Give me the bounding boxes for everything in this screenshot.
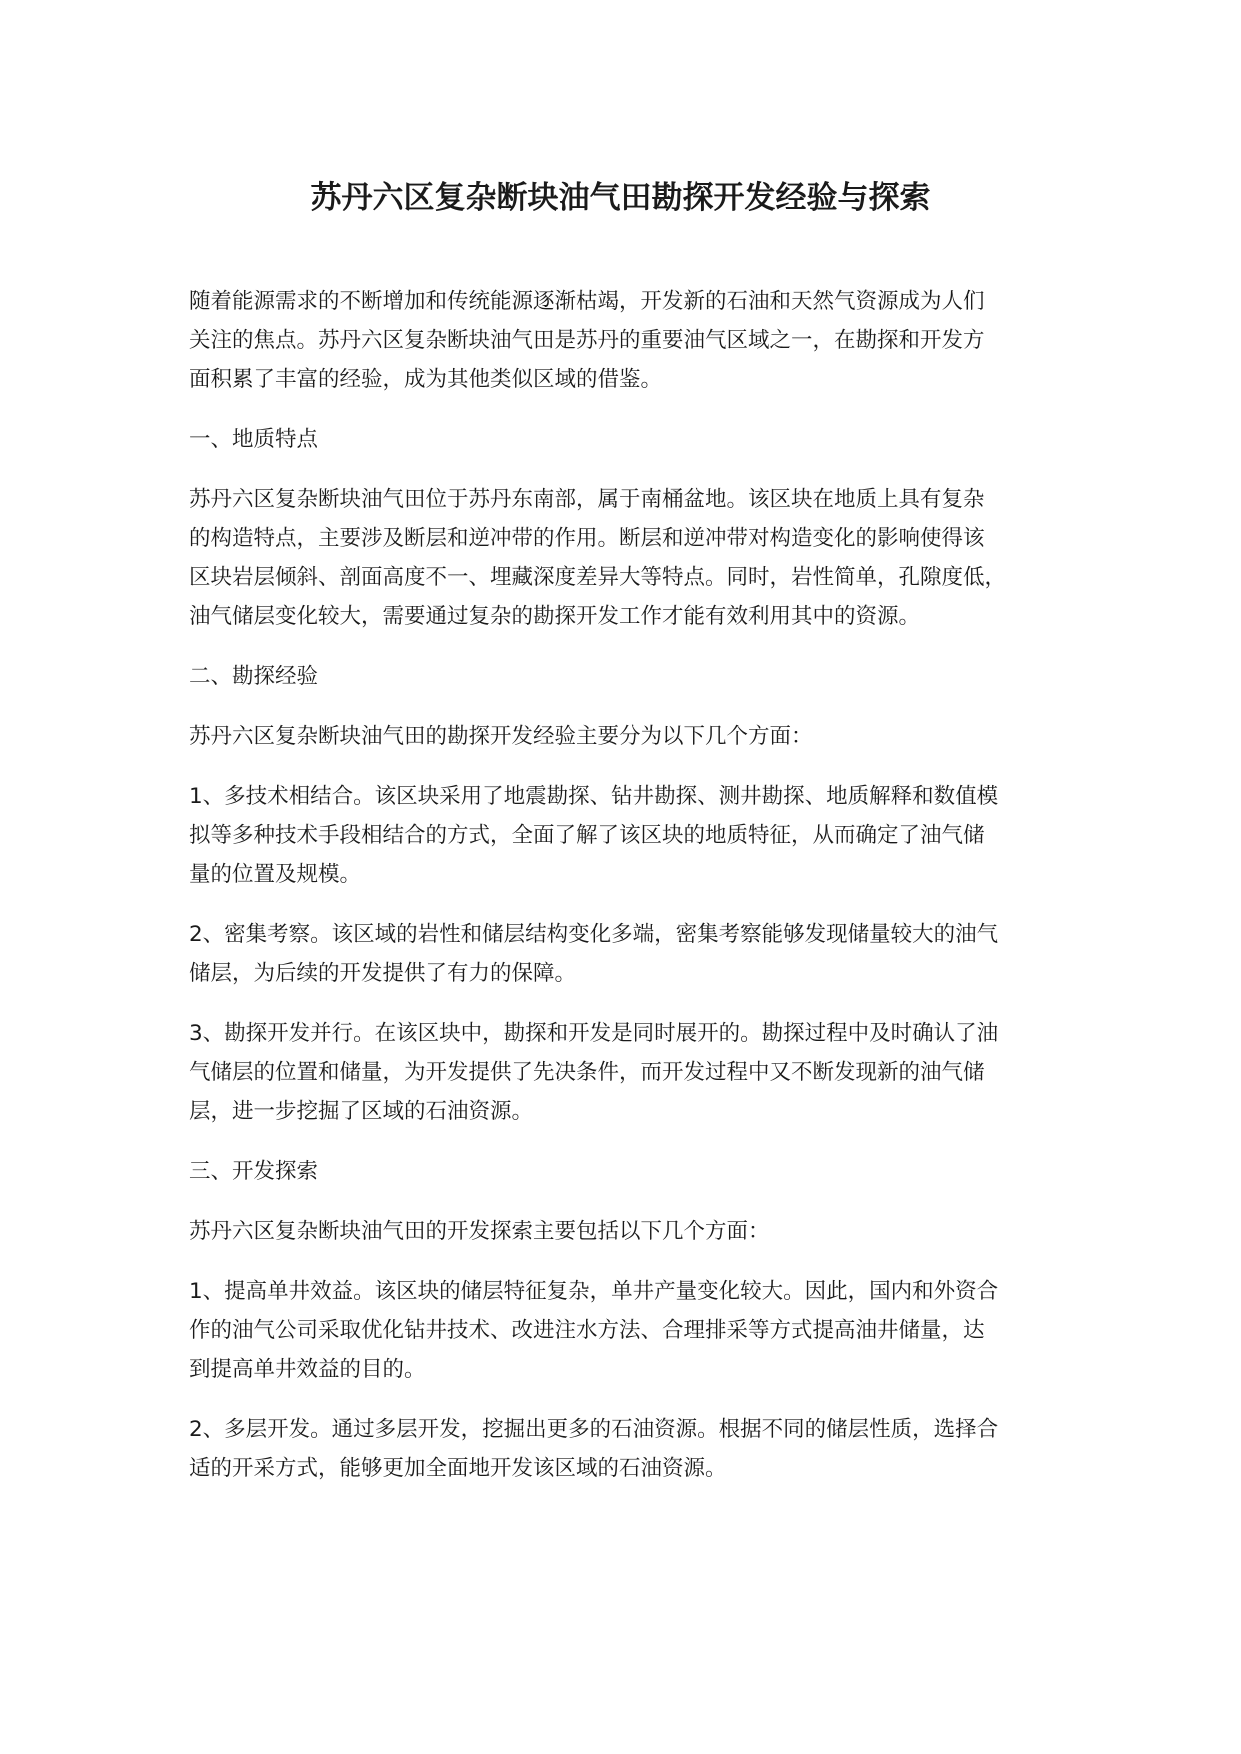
- section-heading-exploration: 二、勘探经验: [189, 664, 319, 689]
- text-line: 3、勘探开发并行。在该区块中，勘探和开发是同时展开的。勘探过程中及时确认了油: [189, 1021, 999, 1046]
- text-line: 2、多层开发。通过多层开发，挖掘出更多的石油资源。根据不同的储层性质，选择合: [189, 1417, 999, 1442]
- text-line: 面积累了丰富的经验，成为其他类似区域的借鉴。: [189, 367, 663, 392]
- intro-paragraph: [189, 282, 1089, 399]
- text-line: 关注的焦点。苏丹六区复杂断块油气田是苏丹的重要油气区域之一，在勘探和开发方: [189, 328, 985, 353]
- text-line: 气储层的位置和储量，为开发提供了先决条件，而开发过程中又不断发现新的油气储: [189, 1060, 985, 1085]
- text-line: 拟等多种技术手段相结合的方式，全面了解了该区块的地质特征，从而确定了油气储: [189, 823, 985, 848]
- exploration-item-2: [189, 915, 1089, 993]
- text-line: 作的油气公司采取优化钻井技术、改进注水方法、合理排采等方式提高油井储量，达: [189, 1318, 985, 1343]
- text-line: 油气储层变化较大，需要通过复杂的勘探开发工作才能有效利用其中的资源。: [189, 604, 921, 629]
- text-line: 到提高单井效益的目的。: [189, 1357, 426, 1382]
- section-heading-development: 三、开发探索: [189, 1159, 319, 1184]
- text-line: 1、多技术相结合。该区块采用了地震勘探、钻井勘探、测井勘探、地质解释和数值模: [189, 784, 999, 809]
- text-line: 苏丹六区复杂断块油气田位于苏丹东南部，属于南桶盆地。该区块在地质上具有复杂: [189, 487, 985, 512]
- exploration-item-3: [189, 1014, 1089, 1131]
- text-line: 储层，为后续的开发提供了有力的保障。: [189, 961, 577, 986]
- exploration-item-1: [189, 777, 1089, 894]
- text-line: 区块岩层倾斜、剖面高度不一、埋藏深度差异大等特点。同时，岩性简单，孔隙度低，: [189, 565, 1007, 590]
- development-item-1: [189, 1272, 1089, 1389]
- text-line: 1、提高单井效益。该区块的储层特征复杂，单井产量变化较大。因此，国内和外资合: [189, 1279, 999, 1304]
- text-line: 量的位置及规模。: [189, 862, 362, 887]
- geology-paragraph: [189, 480, 1089, 636]
- text-line: 的构造特点，主要涉及断层和逆冲带的作用。断层和逆冲带对构造变化的影响使得该: [189, 526, 985, 551]
- exploration-intro: 苏丹六区复杂断块油气田的勘探开发经验主要分为以下几个方面：: [189, 724, 813, 749]
- section-heading-geology: 一、地质特点: [189, 427, 319, 452]
- text-line: 适的开采方式，能够更加全面地开发该区域的石油资源。: [189, 1456, 727, 1481]
- development-item-2: [189, 1410, 1089, 1488]
- text-line: 层，进一步挖掘了区域的石油资源。: [189, 1099, 534, 1124]
- document-body: [189, 282, 1089, 1509]
- document-title: 苏丹六区复杂断块油气田勘探开发经验与探索: [310, 180, 931, 216]
- text-line: 2、密集考察。该区域的岩性和储层结构变化多端，密集考察能够发现储量较大的油气: [189, 922, 999, 947]
- development-intro: 苏丹六区复杂断块油气田的开发探索主要包括以下几个方面：: [189, 1219, 770, 1244]
- text-line: 随着能源需求的不断增加和传统能源逐渐枯竭，开发新的石油和天然气资源成为人们: [189, 289, 985, 314]
